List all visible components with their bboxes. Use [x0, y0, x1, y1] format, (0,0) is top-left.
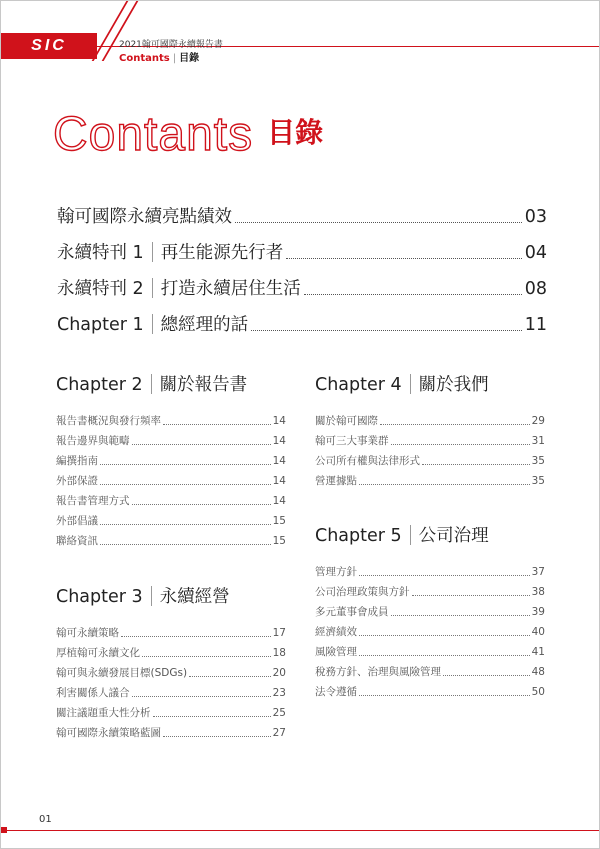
- toc-subentry[interactable]: [315, 559, 545, 579]
- header-divider: |: [172, 53, 177, 64]
- toc-subentry-label: 稅務方針、治理與風險管理: [315, 666, 441, 678]
- chapter-3-section: [56, 584, 286, 740]
- toc-leader: [391, 443, 530, 445]
- toc-subentry-label: 多元董事會成員: [315, 606, 389, 618]
- toc-subentry-label: 翰可與永續發展目標(SDGs): [56, 667, 188, 679]
- toc-divider: [152, 314, 153, 334]
- toc-subentry-label: 公司治理政策與方針: [315, 586, 410, 598]
- toc-leader: [391, 614, 530, 616]
- chapter-title: 關於報告書: [159, 375, 248, 395]
- toc-subentry[interactable]: [56, 448, 286, 468]
- toc-subentry[interactable]: [56, 468, 286, 488]
- toc-subentry-label: 聯絡資訊: [56, 535, 98, 547]
- toc-subentry-page: 39: [531, 606, 545, 618]
- toc-subentry-page: 25: [272, 707, 286, 719]
- toc-subentry[interactable]: [56, 408, 286, 428]
- toc-subentry-page: 17: [272, 627, 286, 639]
- toc-entry-prefix: 永續特刊 1: [57, 243, 144, 263]
- toc-subentry-page: 50: [531, 686, 545, 698]
- toc-subentry-page: 35: [531, 475, 545, 487]
- chapter-number: Chapter 4: [315, 375, 402, 395]
- chapter-title: 公司治理: [418, 526, 489, 546]
- toc-subentry[interactable]: [56, 660, 286, 680]
- toc-entry-title: 再生能源先行者: [160, 243, 284, 263]
- toc-subentry-label: 外部倡議: [56, 515, 98, 527]
- toc-subentry[interactable]: [56, 428, 286, 448]
- page-title-en: Contants: [53, 108, 254, 161]
- chapter-number: Chapter 2: [56, 375, 143, 395]
- toc-subentry-page: 23: [272, 687, 286, 699]
- toc-leader: [251, 329, 522, 331]
- toc-entry-prefix: 永續特刊 2: [57, 279, 144, 299]
- toc-subentry-label: 外部保證: [56, 475, 98, 487]
- toc-leader: [235, 221, 522, 223]
- toc-entry-page: 03: [524, 207, 547, 227]
- toc-entry-title: 打造永續居住生活: [160, 279, 301, 299]
- header-section-en: Contants: [119, 53, 170, 64]
- toc-entry-page: 08: [524, 279, 547, 299]
- toc-subentry[interactable]: [56, 700, 286, 720]
- toc-leader: [422, 463, 530, 465]
- toc-subentry-label: 利害關係人議合: [56, 687, 130, 699]
- chapter-title: 關於我們: [418, 375, 489, 395]
- toc-subentry-label: 營運據點: [315, 475, 357, 487]
- toc-subentry-label: 公司所有權與法律形式: [315, 455, 420, 467]
- toc-subentry[interactable]: [315, 599, 545, 619]
- toc-leader: [359, 654, 530, 656]
- toc-subentry-page: 37: [531, 566, 545, 578]
- toc-entry[interactable]: [57, 300, 547, 336]
- chapter-4-section: [315, 372, 545, 488]
- toc-subentry[interactable]: [315, 428, 545, 448]
- toc-subentry-label: 報告書管理方式: [56, 495, 130, 507]
- chapter-5-section: [315, 523, 545, 699]
- chapter-2-section: [56, 372, 286, 548]
- toc-subentry-label: 翰可三大事業群: [315, 435, 389, 447]
- toc-leader: [163, 735, 271, 737]
- toc-subentry-label: 關於翰可國際: [315, 415, 378, 427]
- toc-subentry[interactable]: [315, 619, 545, 639]
- toc-leader: [304, 293, 522, 295]
- toc-subentry[interactable]: [315, 468, 545, 488]
- toc-leader: [100, 483, 271, 485]
- toc-leader: [142, 655, 271, 657]
- toc-divider: [151, 374, 152, 394]
- toc-subentry[interactable]: [56, 720, 286, 740]
- toc-subentry-label: 法令遵循: [315, 686, 357, 698]
- toc-subentry[interactable]: [315, 639, 545, 659]
- page-title-zh: 目錄: [267, 116, 324, 149]
- toc-leader: [153, 715, 271, 717]
- toc-subentry-label: 報告邊界與範疇: [56, 435, 130, 447]
- toc-leader: [359, 574, 530, 576]
- toc-subentry-page: 14: [272, 455, 286, 467]
- chapter-heading: [315, 523, 545, 549]
- toc-subentry-page: 14: [272, 415, 286, 427]
- toc-subentry-page: 14: [272, 475, 286, 487]
- toc-entry-page: 04: [524, 243, 547, 263]
- toc-entry-page: 11: [524, 315, 547, 335]
- toc-leader: [286, 257, 522, 259]
- toc-leader: [100, 463, 271, 465]
- toc-leader: [132, 503, 271, 505]
- toc-subentry[interactable]: [315, 679, 545, 699]
- toc-entry[interactable]: [57, 228, 547, 264]
- toc-leader: [412, 594, 530, 596]
- toc-leader: [443, 674, 530, 676]
- toc-entry-prefix: Chapter 1: [57, 315, 144, 335]
- toc-divider: [152, 242, 153, 262]
- toc-subentry-page: 35: [531, 455, 545, 467]
- toc-leader: [359, 634, 530, 636]
- header-section-zh: 目錄: [179, 53, 200, 64]
- footer-rule: [1, 830, 599, 831]
- toc-subentry-label: 管理方針: [315, 566, 357, 578]
- toc-divider: [152, 278, 153, 298]
- toc-entry-label: [57, 314, 248, 336]
- toc-subentry-page: 41: [531, 646, 545, 658]
- chapter-title: 永續經營: [159, 587, 230, 607]
- toc-subentry[interactable]: [56, 508, 286, 528]
- toc-subentry[interactable]: [315, 659, 545, 679]
- toc-leader: [359, 694, 530, 696]
- chapter-heading: [56, 584, 286, 610]
- header-section: [119, 49, 199, 64]
- toc-leader: [132, 695, 271, 697]
- toc-leader: [359, 483, 530, 485]
- page-title: [53, 107, 323, 162]
- toc-subentry[interactable]: [56, 680, 286, 700]
- toc-entry-label: [57, 242, 283, 264]
- toc-subentry-page: 20: [272, 667, 286, 679]
- toc-entry[interactable]: [57, 192, 547, 228]
- toc-divider: [151, 586, 152, 606]
- toc-subentry-page: 15: [272, 535, 286, 547]
- chapter-heading: [56, 372, 286, 398]
- toc-leader: [100, 523, 271, 525]
- toc-leader: [163, 423, 271, 425]
- toc-subentry[interactable]: [315, 408, 545, 428]
- toc-subentry-label: 風險管理: [315, 646, 357, 658]
- toc-subentry-label: 厚植翰可永續文化: [56, 647, 140, 659]
- toc-subentry-page: 14: [272, 495, 286, 507]
- chapter-heading: [315, 372, 545, 398]
- toc-leader: [100, 543, 271, 545]
- toc-subentry[interactable]: [315, 448, 545, 468]
- toc-subentry-label: 編撰指南: [56, 455, 98, 467]
- toc-subentry-label: 報告書概況與發行頻率: [56, 415, 161, 427]
- company-logo: SIC: [1, 33, 97, 59]
- toc-subentry-page: 29: [531, 415, 545, 427]
- toc-subentry-page: 18: [272, 647, 286, 659]
- toc-subentry-page: 14: [272, 435, 286, 447]
- toc-entry[interactable]: [57, 264, 547, 300]
- toc-subentry-label: 翰可永續策略: [56, 627, 119, 639]
- main-toc: [57, 192, 547, 336]
- toc-subentry[interactable]: [315, 579, 545, 599]
- chapter-number: Chapter 3: [56, 587, 143, 607]
- toc-subentry-page: 40: [531, 626, 545, 638]
- page-number: 01: [39, 814, 52, 825]
- report-title: 2021翰可國際永續報告書: [119, 40, 223, 50]
- toc-entry-label: [57, 206, 232, 228]
- toc-entry-title: 總經理的話: [160, 315, 249, 335]
- toc-leader: [132, 443, 271, 445]
- toc-subentry-page: 27: [272, 727, 286, 739]
- toc-subentry-label: 經濟績效: [315, 626, 357, 638]
- toc-subentry[interactable]: [56, 488, 286, 508]
- toc-subentry-label: 關注議題重大性分析: [56, 707, 151, 719]
- chapter-number: Chapter 5: [315, 526, 402, 546]
- toc-subentry-page: 31: [531, 435, 545, 447]
- toc-subentry[interactable]: [56, 640, 286, 660]
- toc-divider: [410, 374, 411, 394]
- toc-entry-label: [57, 278, 301, 300]
- toc-leader: [380, 423, 530, 425]
- toc-subentry-page: 48: [531, 666, 545, 678]
- footer-mark: [1, 827, 7, 833]
- toc-leader: [189, 675, 271, 677]
- toc-subentry[interactable]: [56, 528, 286, 548]
- toc-subentry-page: 15: [272, 515, 286, 527]
- toc-leader: [121, 635, 271, 637]
- toc-subentry-page: 38: [531, 586, 545, 598]
- toc-entry-title: 翰可國際永續亮點績效: [57, 207, 232, 227]
- toc-subentry[interactable]: [56, 620, 286, 640]
- toc-subentry-label: 翰可國際永續策略藍圖: [56, 727, 161, 739]
- toc-divider: [410, 525, 411, 545]
